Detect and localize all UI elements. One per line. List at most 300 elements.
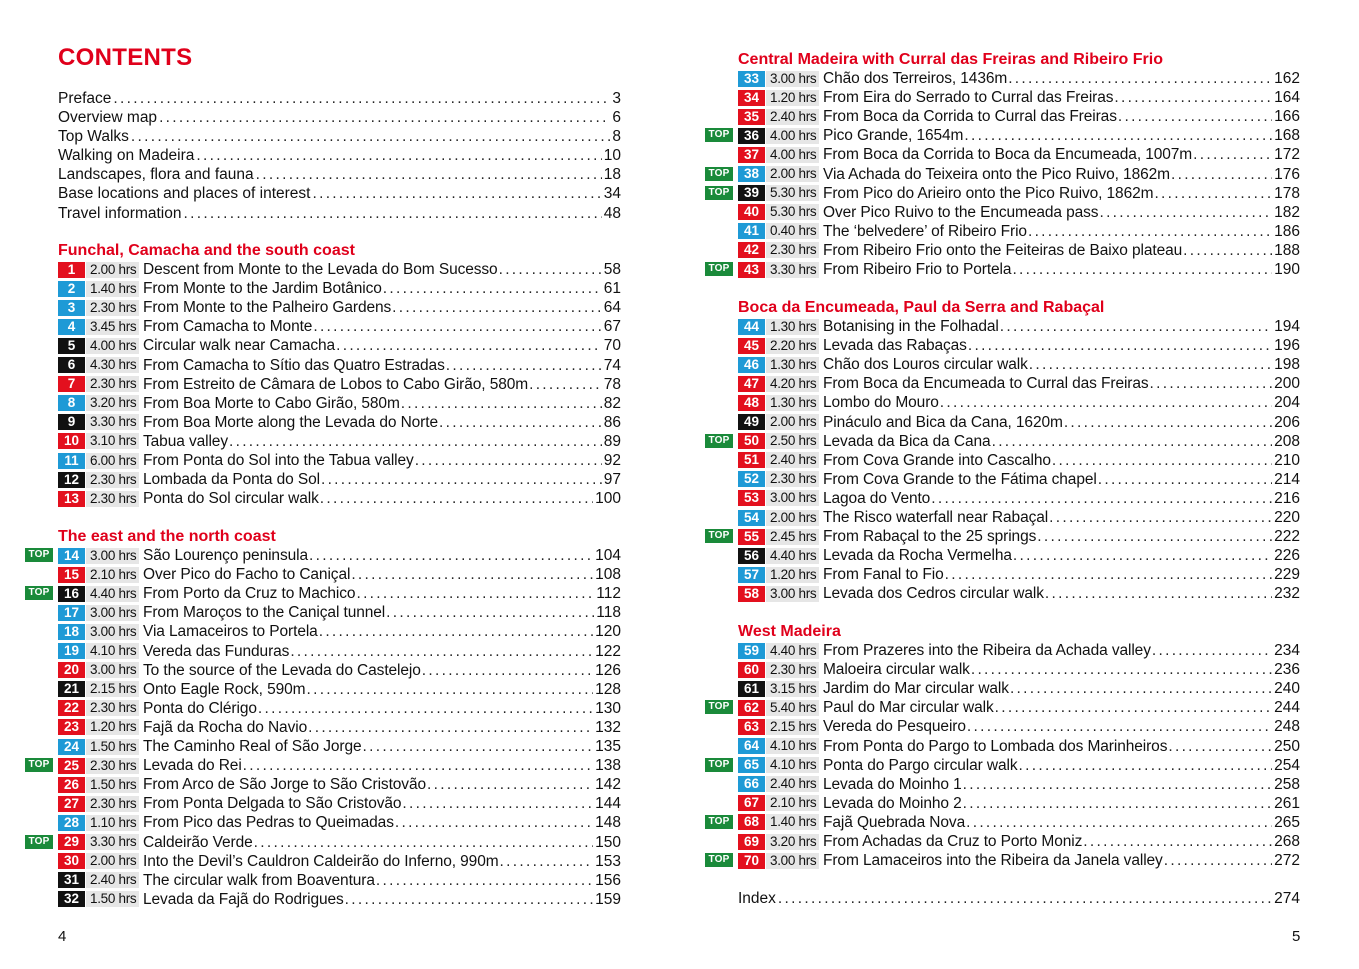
- walk-entry[interactable]: [738, 393, 1300, 412]
- walk-entry[interactable]: [738, 775, 1300, 794]
- walk-entry[interactable]: [708, 527, 1300, 546]
- walk-page: 204: [1274, 394, 1300, 412]
- walk-number: 43: [738, 262, 765, 278]
- leader-dots: [320, 489, 593, 508]
- walk-title: Over Pico Ruivo to the Encumeada pass: [823, 203, 1099, 221]
- walk-title: From Ribeiro Frio to Portela: [823, 261, 1012, 279]
- walk-number: 6: [58, 357, 85, 373]
- leader-dots: [392, 298, 602, 317]
- leader-dots: [1193, 145, 1272, 164]
- leader-dots: [313, 317, 601, 336]
- walk-title: Chão dos Terreiros, 1436m: [823, 70, 1008, 88]
- leader-dots: [1010, 679, 1272, 698]
- walk-page: 176: [1274, 165, 1300, 183]
- walk-entry[interactable]: [738, 546, 1300, 565]
- walk-duration: 2.45 hrs: [766, 529, 819, 545]
- walk-number: 54: [738, 510, 765, 526]
- walk-title: From Achadas da Cruz to Porto Moniz: [823, 833, 1083, 851]
- walk-entry[interactable]: [738, 451, 1300, 470]
- walk-entry[interactable]: [708, 260, 1300, 279]
- contents-entry[interactable]: [58, 204, 621, 223]
- leader-dots: [446, 356, 602, 375]
- walk-entry[interactable]: [708, 698, 1300, 717]
- walk-entry[interactable]: [58, 432, 621, 451]
- leader-dots: [1013, 546, 1272, 565]
- walk-entry[interactable]: [738, 107, 1300, 126]
- walk-entry[interactable]: [58, 470, 621, 489]
- walk-page: 104: [595, 547, 621, 565]
- walk-number: 57: [738, 567, 765, 583]
- walk-title: Chão dos Louros circular walk: [823, 356, 1028, 374]
- contents-entry[interactable]: [58, 184, 621, 203]
- walk-number: 28: [58, 815, 85, 831]
- walk-entry[interactable]: [28, 833, 621, 852]
- leader-dots: [402, 794, 593, 813]
- index-label: Index: [738, 890, 776, 907]
- leader-dots: [1045, 584, 1272, 603]
- walk-entry[interactable]: [738, 565, 1300, 584]
- walk-number: 53: [738, 490, 765, 506]
- walk-title: Vereda das Funduras: [143, 642, 290, 660]
- walk-title: Levada da Bica da Cana: [823, 432, 991, 450]
- walk-page: 148: [595, 814, 621, 832]
- walk-number: 11: [58, 453, 85, 469]
- walk-title: From Porto da Cruz to Machico: [143, 585, 356, 603]
- leader-dots: [290, 642, 593, 661]
- walk-entry[interactable]: [58, 375, 621, 394]
- walk-duration: 3.20 hrs: [86, 395, 139, 411]
- walk-entry[interactable]: [58, 336, 621, 355]
- contents-entry[interactable]: [58, 165, 621, 184]
- walk-title: Pináculo and Bica da Cana, 1620m: [823, 413, 1063, 431]
- walk-duration: 2.30 hrs: [86, 491, 139, 507]
- walk-title: Ponta do Sol circular walk: [143, 490, 319, 508]
- walk-page: 261: [1274, 794, 1300, 812]
- walk-page: 112: [596, 585, 621, 603]
- walk-number: 31: [58, 872, 85, 888]
- leader-dots: [309, 546, 593, 565]
- walk-page: 248: [1274, 718, 1300, 736]
- walk-page: 234: [1274, 642, 1300, 660]
- top-walk-badge: TOP: [705, 853, 733, 867]
- walk-number: 66: [738, 776, 765, 792]
- walk-entry[interactable]: [58, 451, 621, 470]
- walk-number: 45: [738, 338, 765, 354]
- walk-entry[interactable]: [738, 660, 1300, 679]
- walk-duration: 2.40 hrs: [766, 776, 819, 792]
- walk-number: 17: [58, 605, 85, 621]
- walk-number: 39: [738, 185, 765, 201]
- leader-dots: [319, 622, 593, 641]
- leader-dots: [1168, 737, 1272, 756]
- leader-dots: [778, 889, 1272, 908]
- walk-page: 64: [603, 299, 621, 317]
- walk-title: The circular walk from Boaventura: [143, 871, 375, 889]
- walk-duration: 2.15 hrs: [766, 719, 819, 735]
- leader-dots: [1000, 317, 1272, 336]
- walk-entry[interactable]: [738, 641, 1300, 660]
- walk-number: 68: [738, 814, 765, 830]
- leader-dots: [1118, 107, 1272, 126]
- walk-title: From Lamaceiros into the Ribeira da Janela valley: [823, 852, 1163, 870]
- leader-dots: [499, 260, 602, 279]
- walk-entry[interactable]: [738, 470, 1300, 489]
- leader-dots: [966, 813, 1272, 832]
- walk-entry[interactable]: [58, 394, 621, 413]
- walk-number: 40: [738, 204, 765, 220]
- walk-entry[interactable]: [28, 756, 621, 775]
- walk-title: From Camacha to Monte: [143, 318, 313, 336]
- walk-entry[interactable]: [28, 546, 621, 565]
- leader-dots: [439, 413, 602, 432]
- walk-duration: 4.10 hrs: [86, 643, 139, 659]
- walk-entry[interactable]: [738, 145, 1300, 164]
- entry-label: Top Walks: [58, 128, 129, 146]
- walk-page: 128: [595, 680, 621, 698]
- walk-duration: 2.40 hrs: [766, 452, 819, 468]
- walk-number: 2: [58, 281, 85, 297]
- walk-duration: 3.30 hrs: [86, 834, 139, 850]
- walk-number: 55: [738, 529, 765, 545]
- walk-duration: 2.30 hrs: [86, 472, 139, 488]
- walk-duration: 4.10 hrs: [766, 757, 819, 773]
- walk-entry[interactable]: [58, 413, 621, 432]
- contents-entry[interactable]: [58, 127, 621, 146]
- leader-dots: [351, 565, 593, 584]
- section-heading: The east and the north coast: [58, 528, 276, 545]
- walk-title: Levada do Rei: [143, 757, 242, 775]
- walk-title: Levada do Moinho 2: [823, 794, 962, 812]
- walk-title: Lagoa do Vento: [823, 489, 931, 507]
- walk-duration: 2.00 hrs: [766, 166, 819, 182]
- walk-number: 61: [738, 681, 765, 697]
- walk-page: 122: [595, 642, 621, 660]
- leader-dots: [1171, 165, 1272, 184]
- walk-number: 41: [738, 223, 765, 239]
- walk-page: 67: [603, 318, 621, 336]
- walk-page: 153: [595, 852, 621, 870]
- walk-number: 64: [738, 738, 765, 754]
- walk-page: 138: [595, 757, 621, 775]
- leader-dots: [1008, 69, 1272, 88]
- walk-entry[interactable]: [738, 88, 1300, 107]
- leader-dots: [1064, 413, 1272, 432]
- walk-duration: 2.30 hrs: [86, 758, 139, 774]
- walk-entry[interactable]: [58, 680, 621, 699]
- walk-entry[interactable]: [58, 661, 621, 680]
- walk-entry[interactable]: [708, 184, 1300, 203]
- walk-entry[interactable]: [738, 679, 1300, 698]
- walk-duration: 1.40 hrs: [86, 281, 139, 297]
- walk-entry[interactable]: [738, 222, 1300, 241]
- walk-entry[interactable]: [738, 584, 1300, 603]
- walk-entry[interactable]: [58, 565, 621, 584]
- walk-page: 229: [1274, 566, 1300, 584]
- walk-entry[interactable]: [738, 508, 1300, 527]
- section-heading: Funchal, Camacha and the south coast: [58, 242, 355, 259]
- leader-dots: [971, 660, 1272, 679]
- walk-entry[interactable]: [738, 241, 1300, 260]
- leader-dots: [321, 470, 602, 489]
- walk-number: 27: [58, 796, 85, 812]
- leader-dots: [308, 718, 593, 737]
- walk-page: 168: [1274, 127, 1300, 145]
- leader-dots: [312, 184, 601, 203]
- walk-number: 36: [738, 128, 765, 144]
- walk-title: From Monte to the Palheiro Gardens: [143, 299, 392, 317]
- walk-entry[interactable]: [738, 737, 1300, 756]
- walk-entry[interactable]: [738, 355, 1300, 374]
- leader-dots: [196, 146, 601, 165]
- walk-number: 59: [738, 643, 765, 659]
- walk-title: Maloeira circular walk: [823, 661, 970, 679]
- walk-entry[interactable]: [708, 432, 1300, 451]
- leader-dots: [345, 890, 593, 909]
- walk-entry[interactable]: [58, 775, 621, 794]
- walk-title: From Monte to the Jardim Botânico: [143, 280, 382, 298]
- walk-page: 178: [1274, 184, 1300, 202]
- walk-number: 24: [58, 739, 85, 755]
- leader-dots: [336, 336, 602, 355]
- walk-page: 226: [1274, 547, 1300, 565]
- walk-title: Paul do Mar circular walk: [823, 699, 994, 717]
- walk-title: Levada do Moinho 1: [823, 775, 962, 793]
- walk-entry[interactable]: [738, 336, 1300, 355]
- walk-duration: 3.00 hrs: [86, 548, 139, 564]
- leader-dots: [306, 680, 593, 699]
- walk-entry[interactable]: [708, 756, 1300, 775]
- walk-duration: 1.50 hrs: [86, 777, 139, 793]
- walk-page: 162: [1274, 70, 1300, 88]
- leader-dots: [254, 833, 593, 852]
- walk-page: 86: [603, 413, 621, 431]
- top-walk-badge: TOP: [705, 128, 733, 142]
- walk-page: 214: [1274, 470, 1300, 488]
- walk-entry[interactable]: [58, 890, 621, 909]
- walk-page: 220: [1274, 509, 1300, 527]
- walk-entry[interactable]: [738, 832, 1300, 851]
- top-walk-badge: TOP: [705, 815, 733, 829]
- walk-duration: 2.30 hrs: [86, 796, 139, 812]
- walk-duration: 3.30 hrs: [766, 262, 819, 278]
- walk-entry[interactable]: [58, 489, 621, 508]
- walk-duration: 3.00 hrs: [766, 71, 819, 87]
- walk-number: 58: [738, 586, 765, 602]
- walk-title: Tabua valley: [143, 432, 228, 450]
- walk-entry[interactable]: [738, 317, 1300, 336]
- walk-number: 33: [738, 71, 765, 87]
- walk-page: 250: [1274, 737, 1300, 755]
- walk-duration: 2.30 hrs: [86, 700, 139, 716]
- walk-entry[interactable]: [58, 813, 621, 832]
- walk-entry[interactable]: [58, 794, 621, 813]
- page-number-left: 4: [58, 928, 67, 945]
- walk-page: 92: [603, 452, 621, 470]
- walk-title: Onto Eagle Rock, 590m: [143, 680, 306, 698]
- walk-entry[interactable]: [58, 852, 621, 871]
- walk-title: São Lourenço peninsula: [143, 547, 308, 565]
- walk-title: From Boca da Corrida to Boca da Encumeada, 1007m: [823, 146, 1193, 164]
- leader-dots: [395, 813, 593, 832]
- walk-number: 42: [738, 242, 765, 258]
- walk-entry[interactable]: [708, 813, 1300, 832]
- top-walk-badge: TOP: [705, 529, 733, 543]
- leader-dots: [401, 394, 602, 413]
- walk-entry[interactable]: [738, 413, 1300, 432]
- walk-number: 7: [58, 376, 85, 392]
- walk-duration: 2.10 hrs: [86, 567, 139, 583]
- walk-title: From Ribeiro Frio onto the Feiteiras de Baixo plateau: [823, 241, 1183, 259]
- walk-entry[interactable]: [738, 203, 1300, 222]
- walk-duration: 4.20 hrs: [766, 376, 819, 392]
- walk-number: 70: [738, 853, 765, 869]
- walk-title: From Boca da Encumeada to Curral das Freiras: [823, 375, 1149, 393]
- leader-dots: [940, 393, 1272, 412]
- section-heading: Central Madeira with Curral das Freiras and Ribeiro Frio: [738, 51, 1163, 68]
- walk-page: 190: [1274, 261, 1300, 279]
- walk-entry[interactable]: [708, 851, 1300, 870]
- walk-title: From Boa Morte to Cabo Girão, 580m: [143, 394, 400, 412]
- walk-duration: 4.40 hrs: [766, 548, 819, 564]
- walk-number: 22: [58, 700, 85, 716]
- contents-entry[interactable]: [58, 108, 621, 127]
- walk-page: 130: [595, 699, 621, 717]
- walk-title: Fajã Quebrada Nova: [823, 813, 966, 831]
- walk-number: 10: [58, 433, 85, 449]
- leader-dots: [256, 165, 602, 184]
- top-walk-badge: TOP: [25, 758, 53, 772]
- walk-page: 100: [595, 490, 621, 508]
- walk-number: 52: [738, 471, 765, 487]
- walk-entry[interactable]: [738, 374, 1300, 393]
- walk-duration: 1.20 hrs: [766, 90, 819, 106]
- walk-page: 254: [1274, 756, 1300, 774]
- walk-duration: 3.00 hrs: [766, 853, 819, 869]
- leader-dots: [968, 336, 1272, 355]
- walk-duration: 3.00 hrs: [766, 586, 819, 602]
- walk-entry[interactable]: [28, 584, 621, 603]
- walk-duration: 4.00 hrs: [766, 128, 819, 144]
- walk-duration: 1.50 hrs: [86, 739, 139, 755]
- right-page: [680, 0, 1359, 969]
- walk-number: 49: [738, 414, 765, 430]
- walk-entry[interactable]: [58, 642, 621, 661]
- leader-dots: [131, 127, 610, 146]
- walk-entry[interactable]: [58, 279, 621, 298]
- walk-entry[interactable]: [738, 69, 1300, 88]
- index-row[interactable]: [738, 889, 1300, 908]
- walk-entry[interactable]: [58, 356, 621, 375]
- walk-title: From Eira do Serrado to Curral das Freiras: [823, 89, 1114, 107]
- walk-duration: 2.10 hrs: [766, 795, 819, 811]
- walk-entry[interactable]: [58, 603, 621, 622]
- walk-title: Levada dos Cedros circular walk: [823, 585, 1044, 603]
- top-walk-badge: TOP: [25, 586, 53, 600]
- walk-entry[interactable]: [58, 317, 621, 336]
- walk-page: 186: [1274, 222, 1300, 240]
- leader-dots: [931, 489, 1272, 508]
- walk-entry[interactable]: [738, 794, 1300, 813]
- walk-entry[interactable]: [58, 298, 621, 317]
- walk-title: From Ponta do Pargo to Lombada dos Marinheiros: [823, 737, 1168, 755]
- walk-number: 38: [738, 166, 765, 182]
- walk-number: 56: [738, 548, 765, 564]
- walk-title: Descent from Monte to the Levada do Bom Sucesso: [143, 261, 498, 279]
- walk-page: 236: [1274, 661, 1300, 679]
- contents-entry[interactable]: [58, 146, 621, 165]
- walk-page: 97: [603, 471, 621, 489]
- walk-title: From Boca da Corrida to Curral das Freiras: [823, 108, 1117, 126]
- leader-dots: [1012, 260, 1272, 279]
- walk-page: 182: [1274, 203, 1300, 221]
- leader-dots: [243, 756, 593, 775]
- walk-number: 25: [58, 758, 85, 774]
- walk-title: From Camacha to Sítio das Quatro Estradas: [143, 356, 445, 374]
- walk-title: Fajã da Rocha do Navio: [143, 718, 308, 736]
- walk-duration: 5.30 hrs: [766, 185, 819, 201]
- walk-entry[interactable]: [738, 489, 1300, 508]
- index-entry: [738, 889, 1300, 908]
- leader-dots: [386, 603, 594, 622]
- walk-entry[interactable]: [58, 718, 621, 737]
- contents-entry[interactable]: [58, 89, 621, 108]
- walk-entry[interactable]: [58, 260, 621, 279]
- walk-entry[interactable]: [738, 717, 1300, 736]
- walk-number: 29: [58, 834, 85, 850]
- walk-number: 8: [58, 395, 85, 411]
- entry-label: Base locations and places of interest: [58, 185, 311, 203]
- walk-entry[interactable]: [58, 622, 621, 641]
- walk-page: 208: [1274, 432, 1300, 450]
- walk-number: 69: [738, 834, 765, 850]
- walk-title: Levada das Rabaças: [823, 337, 967, 355]
- leader-dots: [258, 699, 593, 718]
- walk-title: Pico Grande, 1654m: [823, 127, 964, 145]
- walk-title: From Rabaçal to the 25 springs: [823, 528, 1037, 546]
- leader-dots: [1164, 851, 1272, 870]
- leader-dots: [995, 698, 1272, 717]
- walk-entry[interactable]: [58, 871, 621, 890]
- walk-duration: 1.40 hrs: [766, 814, 819, 830]
- walk-duration: 3.00 hrs: [86, 662, 139, 678]
- walk-duration: 3.00 hrs: [86, 605, 139, 621]
- walk-duration: 4.00 hrs: [766, 147, 819, 163]
- walk-entry[interactable]: [58, 737, 621, 756]
- walk-duration: 3.00 hrs: [766, 490, 819, 506]
- walk-title: Lombo do Mouro: [823, 394, 939, 412]
- walk-page: 156: [595, 871, 621, 889]
- leader-dots: [383, 279, 602, 298]
- walk-number: 13: [58, 491, 85, 507]
- walk-page: 265: [1274, 813, 1300, 831]
- leader-dots: [964, 126, 1272, 145]
- leader-dots: [1114, 88, 1272, 107]
- walk-number: 3: [58, 300, 85, 316]
- top-walk-badge: TOP: [705, 262, 733, 276]
- walk-title: From Pico das Pedras to Queimadas: [143, 814, 394, 832]
- walk-title: Ponta do Pargo circular walk: [823, 756, 1018, 774]
- walk-duration: 2.00 hrs: [766, 414, 819, 430]
- entry-page: 48: [603, 204, 621, 222]
- walk-entry[interactable]: [708, 126, 1300, 145]
- walk-entry[interactable]: [708, 165, 1300, 184]
- leader-dots: [1029, 355, 1272, 374]
- leader-dots: [356, 584, 594, 603]
- walk-number: 5: [58, 338, 85, 354]
- walk-entry[interactable]: [58, 699, 621, 718]
- walk-duration: 4.40 hrs: [86, 586, 139, 602]
- walk-duration: 3.15 hrs: [766, 681, 819, 697]
